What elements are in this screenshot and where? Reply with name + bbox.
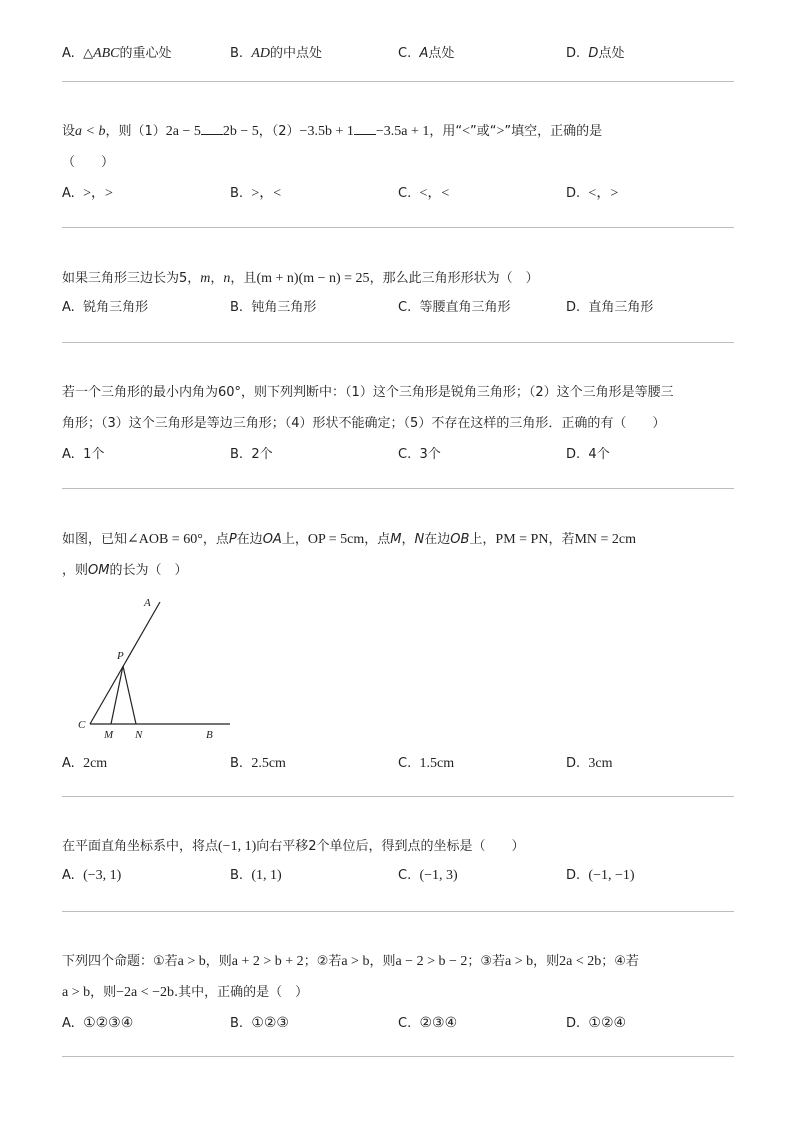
options-row [62,294,734,322]
segment-pn [123,666,136,724]
option-c[interactable]: C. <，< [398,186,450,201]
option-d[interactable]: D. <，> [566,186,619,201]
math-expression: 2a < 2b [559,954,602,969]
options-row [62,750,734,778]
option-c[interactable]: C. 3个 [398,447,441,462]
question-5 [62,831,734,890]
segment-pm [111,666,123,724]
question-1 [62,116,734,208]
stem-text: ；②若 [303,954,342,969]
divider [62,342,734,343]
math-expression: a > b [505,954,534,969]
question-stem: 在平面直角坐标系中，将点(−1, 1)向右平移2个单位后，得到点的坐标是（ ） [62,839,525,854]
question-4 [62,524,734,771]
divider [62,227,734,228]
question-6 [62,946,734,1038]
option-a[interactable]: A. 锐角三角形 [62,300,149,315]
stem-text: ，则 [369,954,396,969]
option-c[interactable]: C. 等腰直角三角形 [398,300,511,315]
option-b[interactable]: B. 2个 [230,447,273,462]
stem-line-1 [62,946,734,977]
options-row [62,1010,734,1038]
option-b[interactable]: B. 2.5cm [230,756,286,771]
question-stem: 设a < b，则（1）2a − 5 2b − 5，（2）−3.5b + 1 −3.5a + 1，用“<”或“>”填空，正确的是 （ ） [62,124,603,170]
ray-oa [90,602,160,724]
question-3 [62,377,734,469]
option-a[interactable]: A. △ABC的重心处 [62,46,172,61]
label-p: P [117,650,124,662]
divider [62,796,734,797]
option-d[interactable]: D. 4个 [566,447,610,462]
options-row [62,180,734,208]
geometry-figure [74,596,254,746]
stem-text: ；③若 [467,954,506,969]
stem-line-2 [62,977,734,1008]
math-expression: a − 2 > b − 2 [395,954,468,969]
option-a[interactable]: A. 1个 [62,447,105,462]
option-d[interactable]: D. ①②④ [566,1016,627,1031]
stem-text: 下列四个命题：①若 [62,954,178,969]
option-c[interactable]: C. (−1, 3) [398,868,458,883]
question-0 [62,40,734,68]
divider [62,911,734,912]
option-b[interactable]: B. 钝角三角形 [230,300,317,315]
options-row [62,40,734,68]
question-stem: 若一个三角形的最小内角为60°，则下列判断中：（1）这个三角形是锐角三角形；（2）这个三角形是等腰三 角形；（3）这个三角形是等边三角形；（4）形状不能确定；（5）不存在这样的三角形．正确的有（ ） [62,385,674,431]
stem-text: .其中，正确的是（ ） [174,985,309,1000]
option-a[interactable]: A. >，> [62,186,113,201]
stem-text: ，则 [90,985,117,1000]
divider [62,488,734,489]
divider [62,1056,734,1057]
math-expression: −2a < −2b [116,985,175,1000]
stem-text: ，则 [533,954,560,969]
math-expression: a > b [177,954,206,969]
option-a[interactable]: A. ①②③④ [62,1016,134,1031]
label-m: M [104,729,114,741]
question-stem [62,946,734,1008]
stem-text: ，则 [205,954,232,969]
option-d[interactable]: D. (−1, −1) [566,868,635,883]
option-b[interactable]: B. ①②③ [230,1016,289,1031]
option-d[interactable]: D. 直角三角形 [566,300,654,315]
divider [62,81,734,82]
option-c[interactable]: C. ②③④ [398,1016,458,1031]
option-d[interactable]: D. D点处 [566,46,625,61]
stem-text: ；④若 [601,954,639,969]
option-c[interactable]: C. 1.5cm [398,756,455,771]
options-row [62,862,734,890]
option-b[interactable]: B. (1, 1) [230,868,282,883]
math-expression: a > b [341,954,370,969]
option-c[interactable]: C. A点处 [398,46,455,61]
math-expression: a + 2 > b + 2 [231,954,304,969]
question-2 [62,263,734,322]
math-expression: a > b [62,985,91,1000]
label-n: N [135,729,143,741]
option-b[interactable]: B. AD的中点处 [230,46,323,61]
label-b: B [206,729,213,741]
option-b[interactable]: B. >，< [230,186,282,201]
label-a: A [144,597,151,609]
answer-blank[interactable] [354,122,376,135]
label-c: C [78,719,86,731]
option-a[interactable]: A. (−3, 1) [62,868,122,883]
question-stem: 如果三角形三边长为5，m，n，且(m + n)(m − n) = 25，那么此三角形形状为（ ） [62,271,539,286]
answer-blank[interactable] [201,122,223,135]
question-stem: 如图，已知∠AOB = 60°，点P在边OA上，OP = 5cm，点M，N在边OB上，PM = PN，若MN = 2cm ，则OM的长为（ ） [62,532,637,578]
options-row [62,441,734,469]
option-a[interactable]: A. 2cm [62,756,108,771]
option-d[interactable]: D. 3cm [566,756,613,771]
